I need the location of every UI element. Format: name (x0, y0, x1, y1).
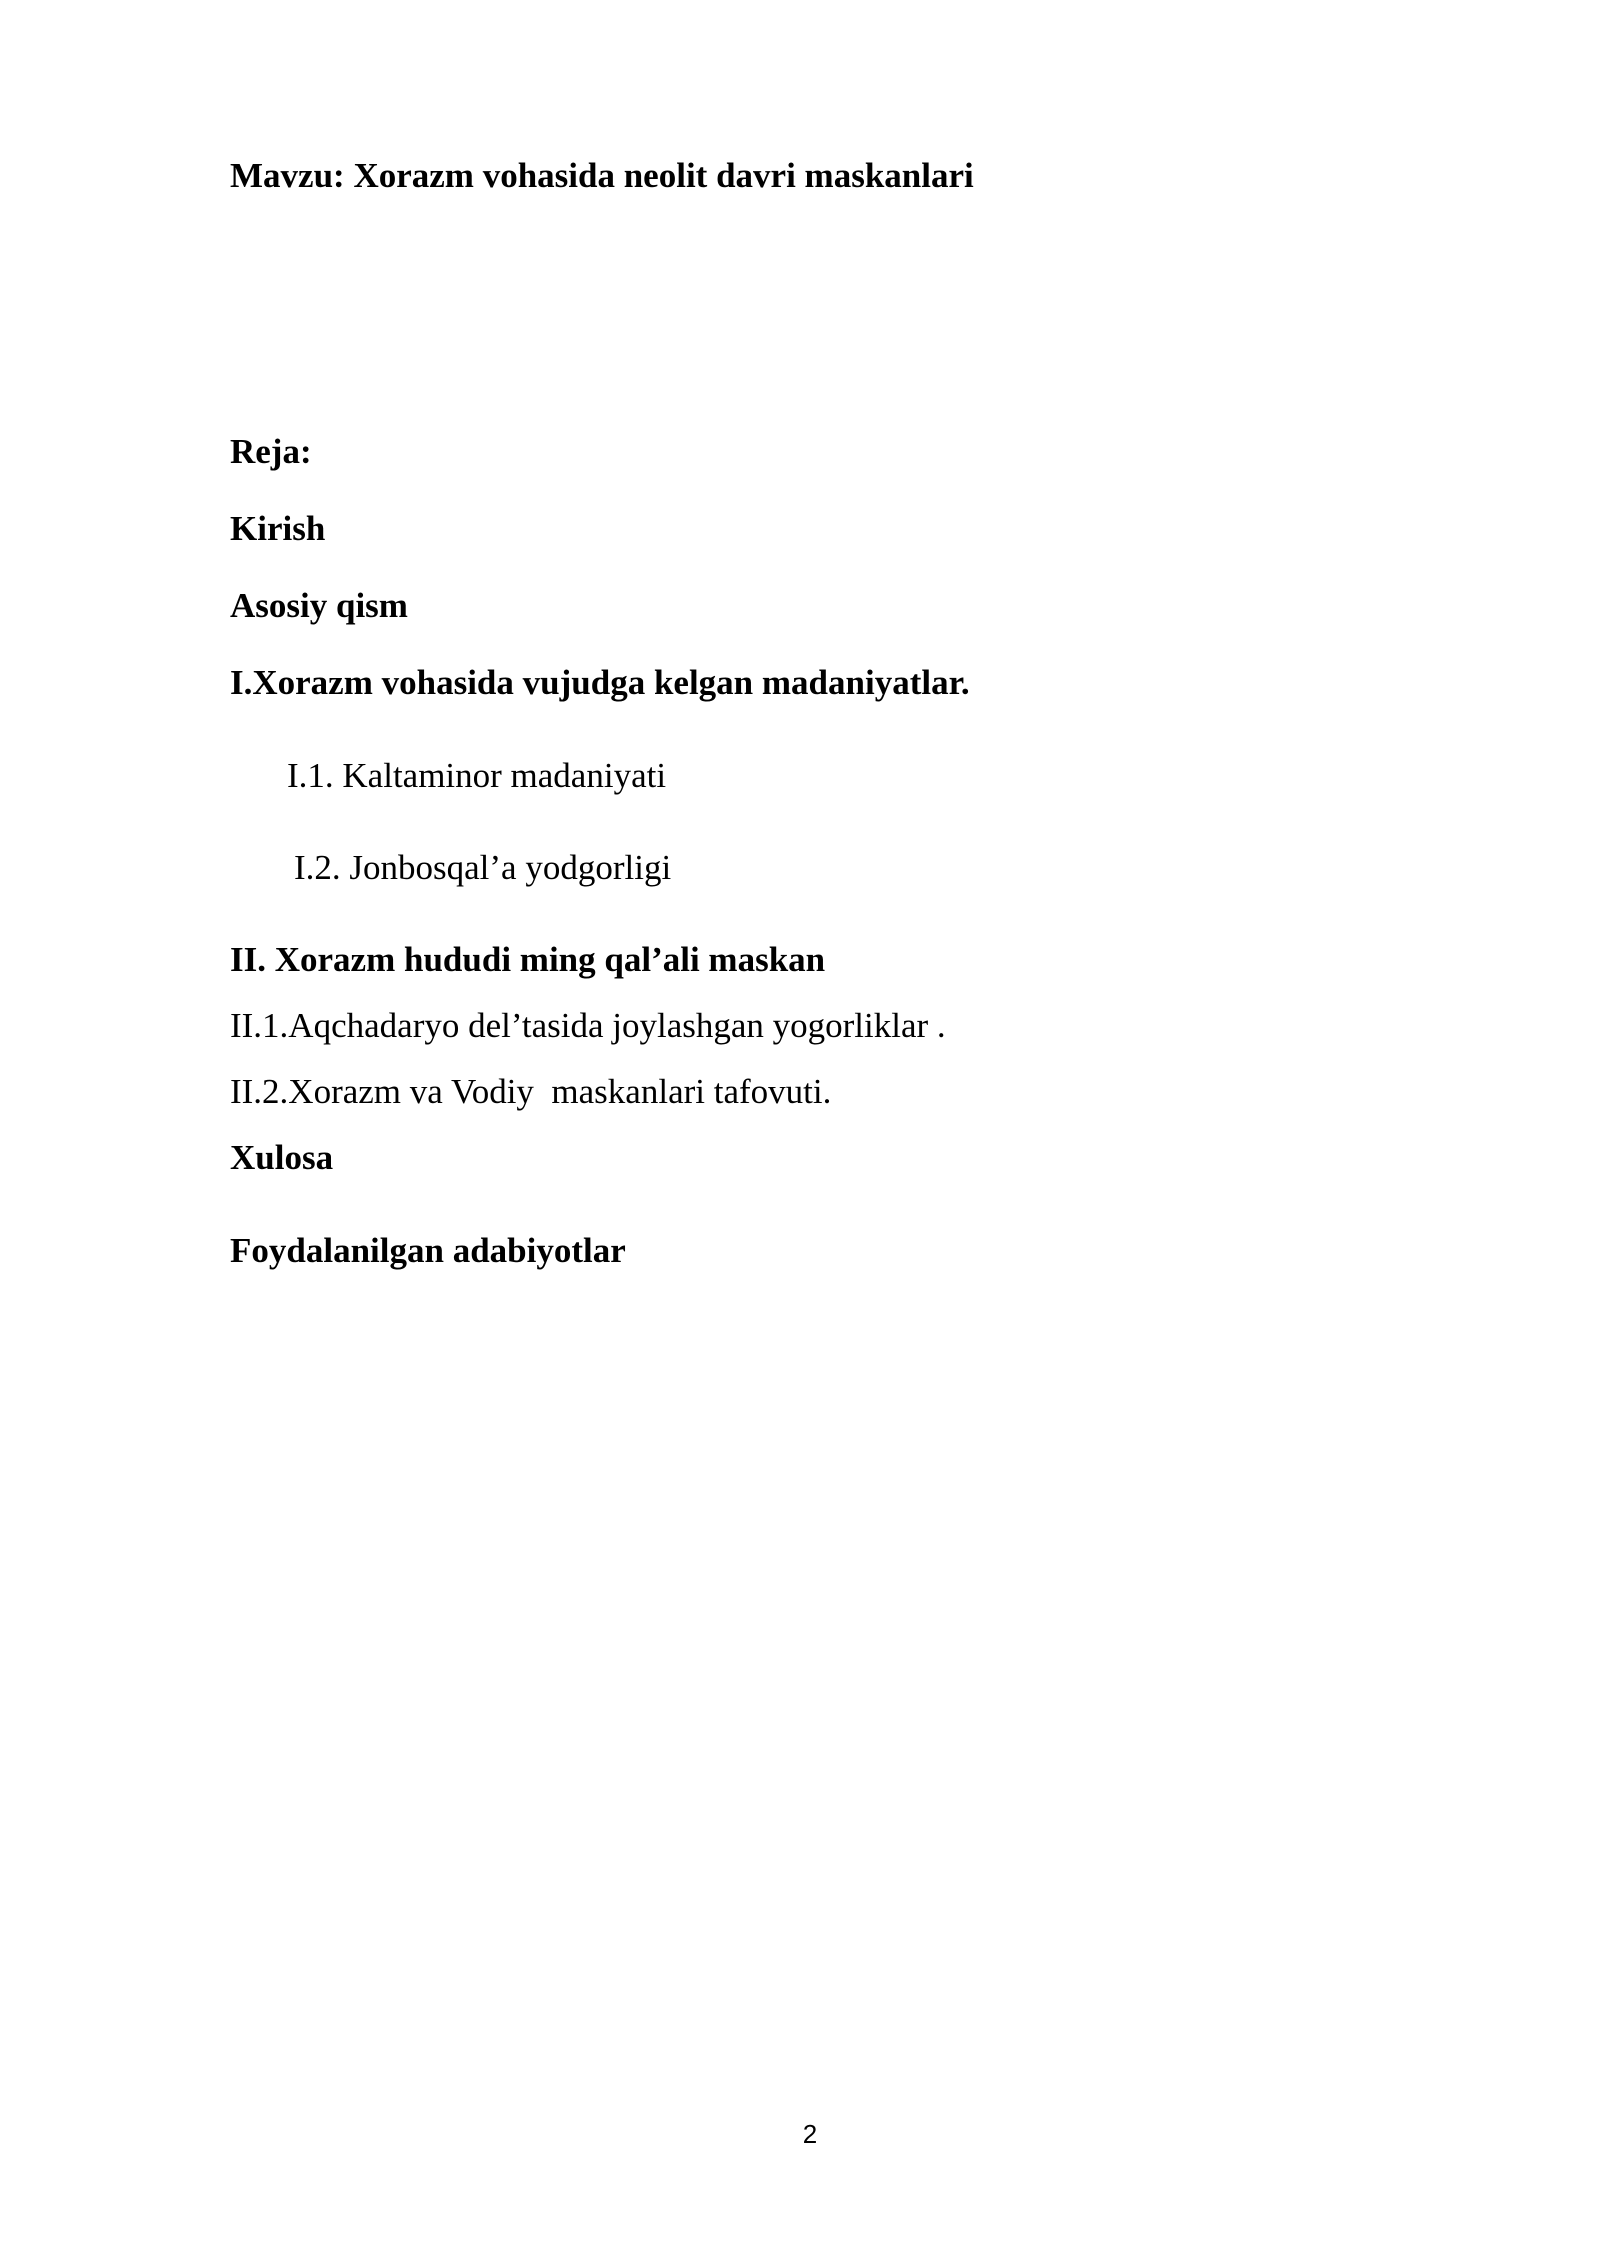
plan-item-references: Foydalanilgan adabiyotlar (230, 1231, 626, 1270)
plan-section-1-sub-1: I.1. Kaltaminor madaniyati (287, 756, 667, 795)
plan-section-1-sub-2: I.2. Jonbosqal’a yodgorligi (294, 848, 672, 887)
plan-section-1-title: I.Xorazm vohasida vujudga kelgan madaniyatlar. (230, 663, 970, 702)
plan-section-2-sub-1: II.1.Aqchadaryo del’tasida joylashgan yogorliklar . (230, 1006, 946, 1045)
document-title: Mavzu: Xorazm vohasida neolit davri maskanlari (230, 156, 974, 195)
plan-item-conclusion: Xulosa (230, 1138, 334, 1177)
page-number: 2 (802, 2119, 818, 2149)
plan-item-main: Asosiy qism (230, 586, 408, 625)
plan-item-intro: Kirish (230, 509, 326, 548)
plan-heading: Reja: (230, 432, 312, 471)
plan-section-2-title: II. Xorazm hududi ming qal’ali maskan (230, 940, 826, 979)
plan-section-2-sub-2: II.2.Xorazm va Vodiy maskanlari tafovuti. (230, 1072, 832, 1111)
